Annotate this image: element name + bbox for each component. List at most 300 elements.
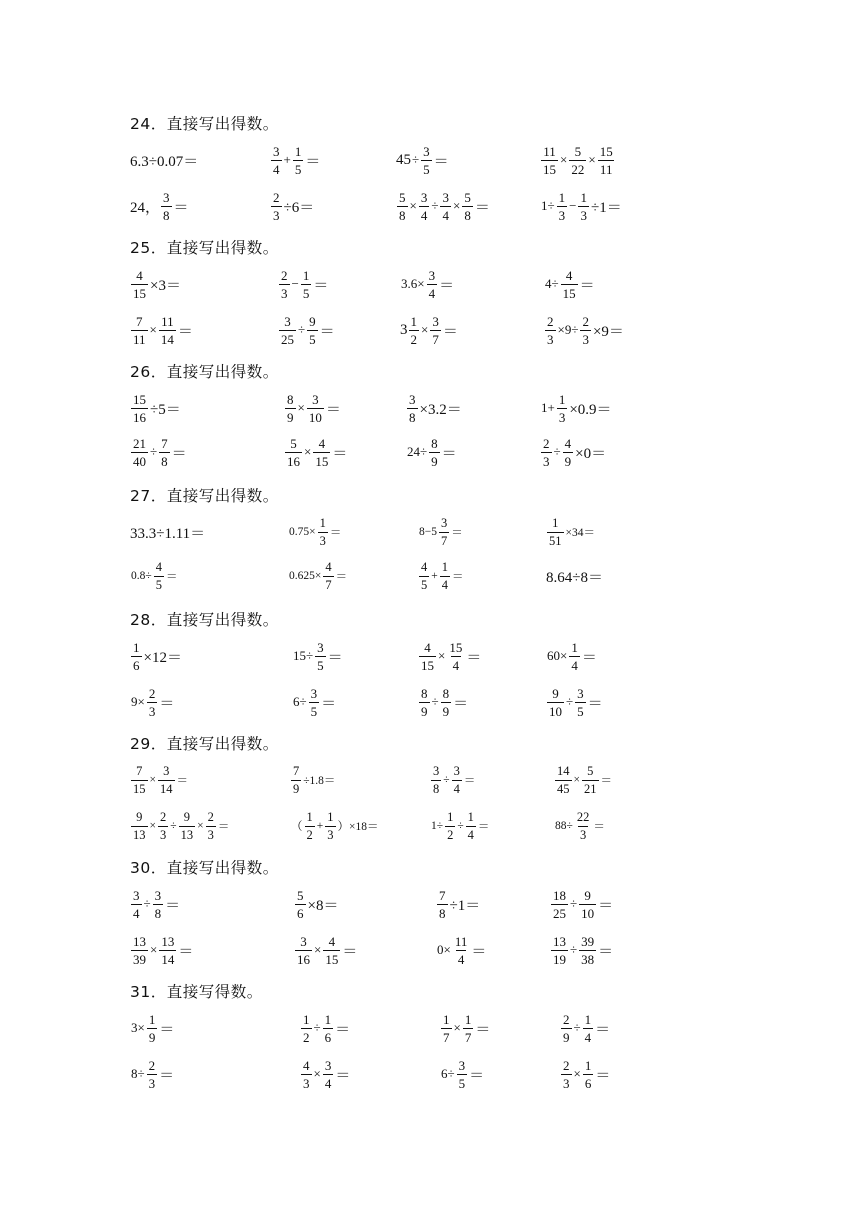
fraction-numerator: 1 <box>443 1011 450 1027</box>
fraction-denominator: 3 <box>319 533 326 548</box>
operator-text: × <box>560 152 568 167</box>
operator-text: × <box>573 1066 581 1081</box>
operator-text: ＝ <box>178 943 194 960</box>
operator-text: 8÷ <box>131 1066 145 1081</box>
operator-text: ÷ <box>570 942 578 957</box>
fraction <box>323 935 340 966</box>
fraction <box>325 811 335 841</box>
operator-text: ＝ <box>321 695 337 712</box>
operator-text: 3.6× <box>401 276 425 291</box>
operator-text: ＝ <box>335 1067 351 1084</box>
operator-text: ＝ <box>442 323 458 340</box>
fraction-denominator: 3 <box>207 827 214 842</box>
operator-text: 60× <box>547 648 568 663</box>
math-problem <box>418 636 482 676</box>
fraction-numerator: 2 <box>563 1011 570 1027</box>
fraction <box>466 811 476 841</box>
expression-text: 45 <box>396 151 411 168</box>
fraction-numerator: 2 <box>273 189 280 205</box>
operator-text: ＝ <box>165 897 181 914</box>
math-problem <box>278 264 329 304</box>
fraction-denominator: 11 <box>133 331 146 347</box>
operator-text: ÷ <box>298 322 306 337</box>
fraction-denominator: 8 <box>409 409 416 425</box>
operator-text: ＝ <box>469 1067 485 1084</box>
fraction-denominator: 9 <box>293 781 300 796</box>
operator-text: ＝ <box>595 1067 611 1084</box>
fraction-numerator: 3 <box>154 887 162 903</box>
fraction <box>441 1013 452 1044</box>
problem-row <box>0 432 860 472</box>
operator-text: ＝ <box>319 323 335 340</box>
operator-text: ÷1＝ <box>449 897 481 914</box>
fraction-denominator: 15 <box>543 161 556 177</box>
fraction-numerator: 1 <box>306 810 313 824</box>
operator-text: − <box>291 276 299 291</box>
operator-text: ＝ <box>159 695 175 712</box>
fraction <box>582 765 599 795</box>
fraction-denominator: 4 <box>441 577 448 592</box>
math-problem <box>418 682 469 722</box>
fraction-denominator: 2 <box>447 827 454 842</box>
fraction-denominator: 8 <box>433 781 440 796</box>
math-problem <box>270 140 321 180</box>
fraction-numerator: 2 <box>160 810 167 824</box>
fraction <box>305 811 315 841</box>
math-problem <box>560 1008 611 1048</box>
operator-text: ÷ <box>443 774 450 786</box>
fraction-numerator: 7 <box>136 764 143 778</box>
operator-text: ＝ <box>466 649 482 666</box>
math-problem <box>130 556 178 596</box>
fraction-numerator: 2 <box>547 313 554 329</box>
fraction <box>569 641 580 672</box>
operator-text: × <box>313 1066 321 1081</box>
fraction-numerator: 7 <box>293 764 300 778</box>
fraction <box>313 437 330 468</box>
fraction-numerator: 1 <box>148 1011 156 1027</box>
fraction <box>579 935 596 966</box>
fraction-numerator: 3 <box>317 639 324 655</box>
fraction <box>131 765 148 795</box>
fraction <box>318 517 328 547</box>
fraction-denominator: 3 <box>160 827 167 842</box>
operator-text: ＝ <box>579 277 595 294</box>
math-problem <box>550 930 614 970</box>
operator-text: ÷ <box>170 820 177 832</box>
math-problem <box>544 264 596 304</box>
fraction <box>159 935 176 966</box>
operator-text: 88÷ <box>555 820 573 832</box>
fraction <box>419 191 430 222</box>
fraction-numerator: 4 <box>328 933 336 949</box>
fraction <box>580 315 591 346</box>
operator-text: ÷ <box>457 820 464 832</box>
operator-text: ＝ <box>159 1021 175 1038</box>
fraction-denominator: 6 <box>584 1075 592 1091</box>
fraction-denominator: 3 <box>558 409 566 425</box>
operator-text: ×0＝ <box>575 445 607 462</box>
problem-row <box>0 806 860 846</box>
math-problem <box>288 556 348 596</box>
operator-text: ÷5＝ <box>150 401 181 418</box>
fraction <box>541 437 552 468</box>
fraction <box>301 1013 312 1044</box>
operator-text: ÷1＝ <box>590 199 622 216</box>
fraction <box>285 393 296 424</box>
math-problem <box>130 186 190 226</box>
fraction-denominator: 39 <box>133 951 146 967</box>
fraction-numerator: 15 <box>449 639 463 655</box>
operator-text: ＝ <box>335 571 348 583</box>
fraction-numerator: 11 <box>454 933 468 949</box>
fraction-numerator: 1 <box>302 267 310 283</box>
fraction-numerator: 1 <box>584 1011 592 1027</box>
fraction-denominator: 4 <box>571 657 578 673</box>
operator-text: 0.625× <box>289 570 322 582</box>
fraction-numerator: 9 <box>309 313 316 329</box>
math-problem <box>436 930 487 970</box>
fraction-denominator: 10 <box>308 409 322 425</box>
fraction <box>578 191 589 222</box>
operator-text: 15÷ <box>293 648 314 663</box>
fraction-numerator: 3 <box>577 685 584 701</box>
fraction <box>159 315 176 346</box>
fraction-denominator: 4 <box>467 827 474 842</box>
fraction-denominator: 4 <box>420 207 428 223</box>
fraction <box>301 269 312 300</box>
fraction-denominator: 4 <box>273 161 280 177</box>
operator-text: ＝ <box>463 775 476 787</box>
fraction-denominator: 15 <box>315 453 329 469</box>
expression-text: 8.64÷8＝ <box>546 569 603 586</box>
fraction <box>293 145 304 176</box>
fraction-denominator: 4 <box>133 905 140 921</box>
fraction-numerator: 1 <box>464 1011 472 1027</box>
fraction <box>440 191 451 222</box>
operator-text: ÷ <box>573 1020 581 1035</box>
fraction-denominator: 8 <box>399 207 406 223</box>
fraction-numerator: 1 <box>324 1011 332 1027</box>
fraction <box>427 269 438 300</box>
operator-text: ＝ <box>433 153 449 170</box>
operator-text: 6÷ <box>293 694 307 709</box>
operator-text: 6÷ <box>441 1066 455 1081</box>
fraction <box>271 145 282 176</box>
operator-text: ×3.2＝ <box>419 401 462 418</box>
fraction-numerator: 13 <box>133 933 146 949</box>
fraction <box>462 191 473 222</box>
operator-text: 4÷ <box>545 276 559 291</box>
operator-text: ÷ <box>431 198 439 213</box>
fraction-numerator: 3 <box>441 516 448 530</box>
math-problem <box>130 682 175 722</box>
problem-row <box>0 512 860 552</box>
math-problem <box>130 432 188 472</box>
fraction-denominator: 5 <box>294 161 302 177</box>
math-problem <box>554 806 606 846</box>
operator-text: ＝ <box>305 153 321 170</box>
operator-text: 0.8÷ <box>131 570 152 582</box>
operator-text: ×34＝ <box>565 527 595 539</box>
fraction-numerator: 3 <box>273 143 280 159</box>
fraction-numerator: 3 <box>428 267 436 283</box>
fraction-numerator: 5 <box>464 189 471 205</box>
fraction <box>131 889 142 920</box>
operator-text: ÷ <box>412 152 420 167</box>
fraction-numerator: 5 <box>399 189 406 205</box>
fraction-numerator: 4 <box>424 639 431 655</box>
fraction-denominator: 5 <box>458 1075 466 1091</box>
math-problem <box>406 432 458 472</box>
problem-row <box>0 556 860 596</box>
math-problem <box>546 682 604 722</box>
fraction <box>457 1059 468 1090</box>
fraction-denominator: 14 <box>161 951 175 967</box>
fraction-denominator: 9 <box>442 703 450 719</box>
fraction <box>147 687 158 718</box>
fraction-denominator: 15 <box>562 285 576 301</box>
fraction <box>301 1059 312 1090</box>
operator-text: ÷ <box>143 896 151 911</box>
operator-text: ＝ <box>342 943 358 960</box>
fraction <box>295 935 312 966</box>
operator-text: ＝ <box>452 571 464 583</box>
fraction-denominator: 4 <box>453 781 460 796</box>
fraction <box>131 315 148 346</box>
fraction-numerator: 1 <box>294 143 302 159</box>
operator-text: ＝ <box>598 943 614 960</box>
fraction <box>279 315 296 346</box>
fraction-numerator: 8 <box>287 391 294 407</box>
fraction-denominator: 7 <box>441 533 448 548</box>
fraction-denominator: 3 <box>580 207 587 223</box>
fraction <box>307 315 318 346</box>
math-problem <box>544 310 625 350</box>
fraction-numerator: 4 <box>155 560 162 574</box>
fraction-numerator: 3 <box>163 764 170 778</box>
fraction-numerator: 7 <box>439 887 446 903</box>
fraction <box>323 561 333 591</box>
fraction-denominator: 3 <box>547 331 554 347</box>
operator-text: × <box>314 942 322 957</box>
math-problem <box>290 806 380 846</box>
math-problem <box>430 806 490 846</box>
operator-text: ＝ <box>335 1021 351 1038</box>
operator-text: ）×18＝ <box>337 821 379 833</box>
fraction-denominator: 8 <box>161 453 168 469</box>
fraction <box>575 687 586 718</box>
fraction-numerator: 5 <box>297 887 304 903</box>
fraction-numerator: 3 <box>423 143 430 159</box>
fraction-denominator: 8 <box>154 905 162 921</box>
fraction-numerator: 39 <box>581 933 595 949</box>
fraction-denominator: 8 <box>464 207 471 223</box>
operator-text: ÷ <box>570 896 578 911</box>
fraction-numerator: 1 <box>558 189 566 205</box>
operator-text: × <box>588 152 596 167</box>
math-problem <box>288 512 342 552</box>
operator-text: × <box>409 198 417 213</box>
operator-text: 1÷ <box>431 820 444 832</box>
operator-text: × <box>421 322 429 337</box>
operator-text: 0.75× <box>289 526 316 538</box>
math-problem <box>396 140 450 180</box>
fraction <box>453 935 470 966</box>
fraction-denominator: 11 <box>599 161 613 177</box>
fraction-denominator: 16 <box>133 409 146 425</box>
math-problem <box>130 930 194 970</box>
fraction <box>131 811 148 841</box>
math-problem <box>130 1008 175 1048</box>
fraction-denominator: 51 <box>549 533 562 548</box>
fraction-numerator: 3 <box>163 189 170 205</box>
operator-text: ÷ <box>313 1020 321 1035</box>
math-problem <box>292 682 337 722</box>
section-heading: 31．直接写得数。 <box>130 983 263 1001</box>
operator-text: ＝ <box>441 445 457 462</box>
fraction <box>463 1013 474 1044</box>
operator-text: × <box>304 444 312 459</box>
math-problem <box>546 636 598 676</box>
fraction <box>323 1059 334 1090</box>
operator-text: × <box>149 322 157 337</box>
operator-text: ＝ <box>451 527 463 539</box>
fraction-denominator: 6 <box>297 905 304 921</box>
fraction-denominator: 4 <box>457 951 465 967</box>
operator-text: ＝ <box>171 445 187 462</box>
fraction-numerator: 15 <box>599 143 613 159</box>
math-problem <box>540 186 623 226</box>
section-heading: 30．直接写出得数。 <box>130 859 279 877</box>
section-heading: 25．直接写出得数。 <box>130 239 279 257</box>
problem-row <box>0 1008 860 1048</box>
problem-row <box>0 388 860 428</box>
fraction-numerator: 4 <box>325 560 332 574</box>
operator-text: 1÷ <box>541 198 555 213</box>
fraction-numerator: 5 <box>587 764 594 778</box>
math-problem <box>130 140 198 180</box>
math-problem <box>546 556 603 596</box>
math-problem <box>130 884 181 924</box>
expression-text: 3 <box>400 321 408 338</box>
fraction-numerator: 3 <box>284 313 291 329</box>
section-heading: 27．直接写出得数。 <box>130 487 279 505</box>
math-problem <box>130 264 182 304</box>
fraction <box>452 765 462 795</box>
fraction-numerator: 9 <box>183 810 190 824</box>
fraction-denominator: 5 <box>155 577 162 592</box>
fraction <box>421 145 432 176</box>
fraction-denominator: 3 <box>582 331 589 347</box>
fraction-denominator: 4 <box>428 285 436 301</box>
fraction-numerator: 4 <box>421 560 428 574</box>
fraction-numerator: 8 <box>431 435 438 451</box>
math-problem <box>278 310 336 350</box>
fraction-numerator: 3 <box>409 391 416 407</box>
operator-text: × <box>573 774 580 786</box>
math-problem <box>130 806 230 846</box>
fraction-numerator: 4 <box>564 435 572 451</box>
fraction-numerator: 3 <box>432 313 439 329</box>
fraction-denominator: 3 <box>543 453 550 469</box>
fraction-numerator: 1 <box>571 639 578 655</box>
fraction-denominator: 8 <box>163 207 170 223</box>
fraction <box>323 1013 334 1044</box>
operator-text: + <box>316 820 324 832</box>
problem-row <box>0 760 860 800</box>
fraction <box>407 393 418 424</box>
math-problem <box>130 636 183 676</box>
operator-text: ＝ <box>471 943 487 960</box>
fraction <box>409 315 420 346</box>
operator-text: ＝ <box>474 199 490 216</box>
fraction-denominator: 15 <box>133 285 146 301</box>
operator-text: 9× <box>131 694 145 709</box>
operator-text: ＝ <box>477 821 490 833</box>
fraction-denominator: 7 <box>432 331 439 347</box>
fraction <box>309 687 320 718</box>
fraction-numerator: 2 <box>563 1057 570 1073</box>
operator-text: × <box>452 198 461 213</box>
fraction <box>131 269 148 300</box>
fraction <box>161 191 172 222</box>
operator-text: （ <box>291 821 303 833</box>
fraction <box>431 765 441 795</box>
fraction-numerator: 5 <box>290 435 297 451</box>
operator-text: ＝ <box>313 277 329 294</box>
operator-text: 8−5 <box>419 526 437 538</box>
operator-text: ÷1.8＝ <box>303 775 336 787</box>
fraction-denominator: 5 <box>317 657 324 673</box>
math-problem <box>284 388 342 428</box>
fraction <box>271 191 282 222</box>
fraction <box>154 561 164 591</box>
fraction-denominator: 5 <box>423 161 430 177</box>
fraction-denominator: 2 <box>303 1029 310 1045</box>
fraction <box>551 935 568 966</box>
fraction-numerator: 1 <box>447 810 454 824</box>
fraction <box>583 1059 594 1090</box>
fraction <box>561 269 578 300</box>
fraction-numerator: 5 <box>574 143 582 159</box>
fraction-denominator: 9 <box>564 453 572 469</box>
expression-text: 6.3÷0.07＝ <box>130 153 199 170</box>
fraction-numerator: 1 <box>580 189 587 205</box>
operator-text: × <box>453 1020 461 1035</box>
fraction-numerator: 7 <box>161 435 168 451</box>
fraction-numerator: 8 <box>442 685 450 701</box>
math-problem <box>294 884 339 924</box>
math-problem <box>130 1054 175 1094</box>
fraction <box>547 687 564 718</box>
fraction-denominator: 9 <box>431 453 438 469</box>
fraction-denominator: 4 <box>324 1075 332 1091</box>
operator-text: + <box>283 152 291 167</box>
problem-row <box>0 310 860 350</box>
math-problem <box>270 186 315 226</box>
fraction-denominator: 3 <box>148 703 156 719</box>
fraction <box>447 641 464 672</box>
fraction-denominator: 10 <box>581 905 595 921</box>
fraction <box>307 393 324 424</box>
fraction-numerator: 1 <box>327 810 334 824</box>
fraction-numerator: 1 <box>552 516 559 530</box>
fraction-denominator: 13 <box>133 827 146 842</box>
fraction <box>561 1013 572 1044</box>
operator-text: ＝ <box>327 649 343 666</box>
fraction-numerator: 2 <box>281 267 288 283</box>
